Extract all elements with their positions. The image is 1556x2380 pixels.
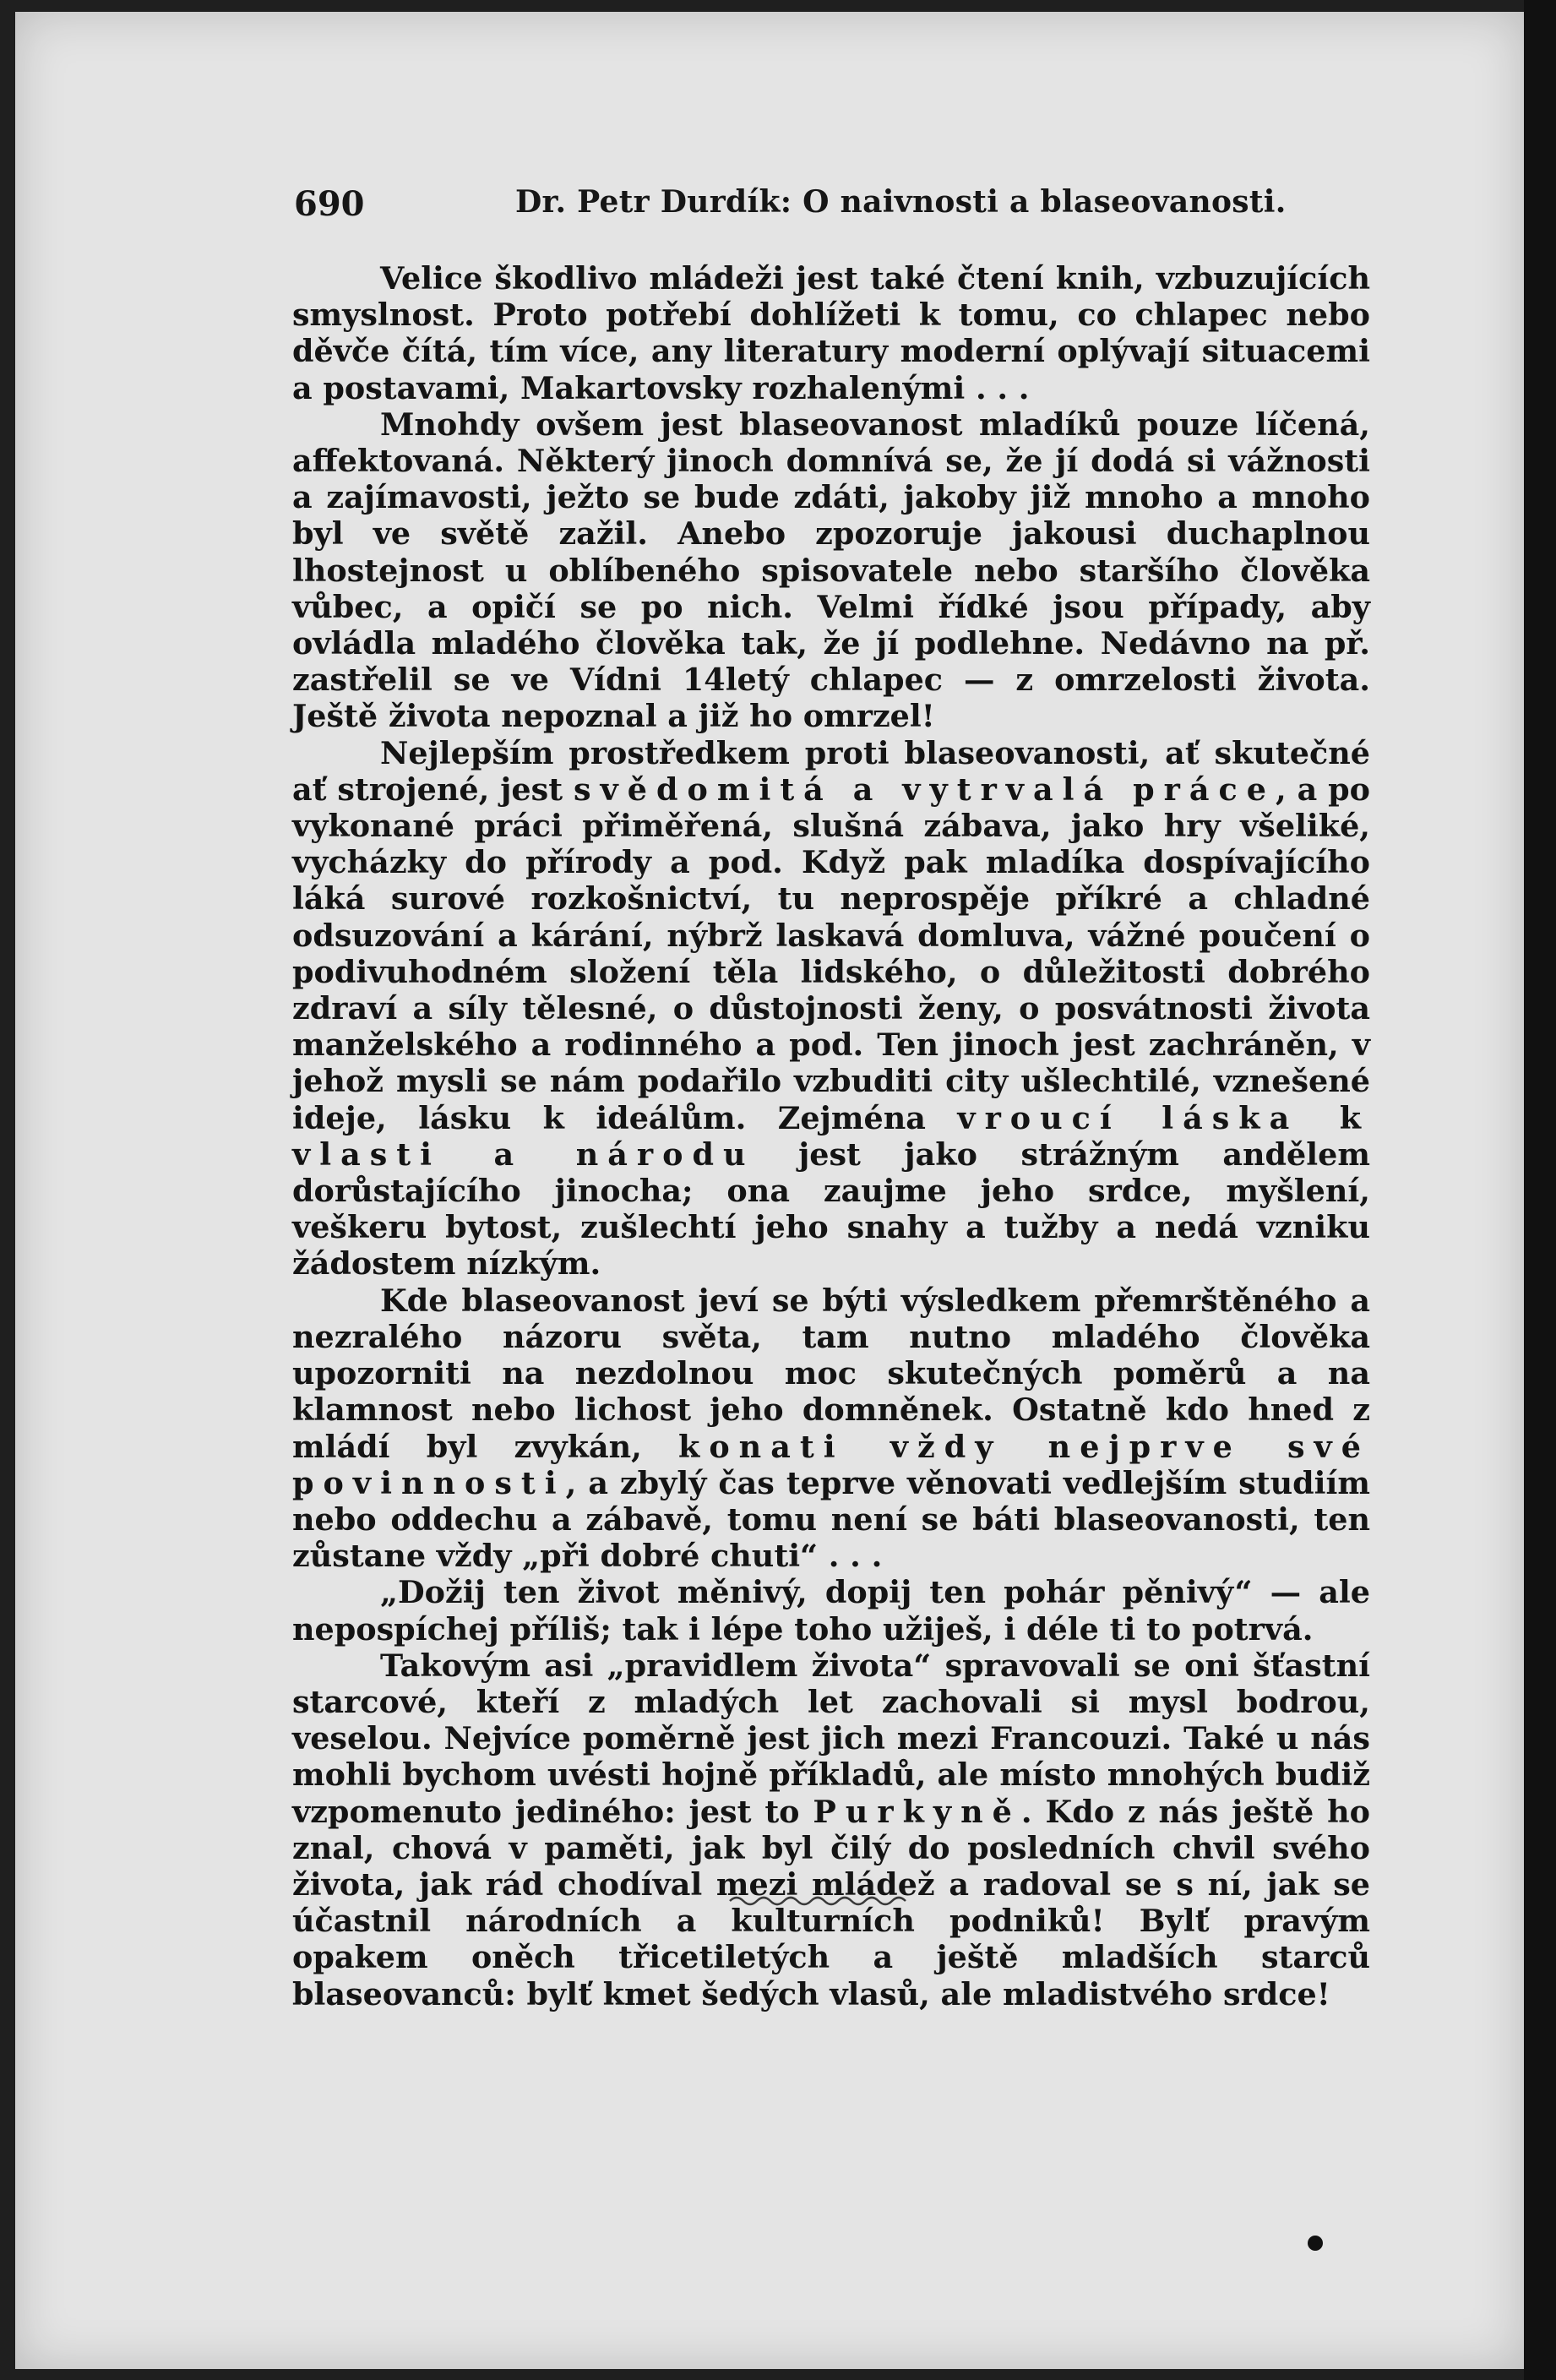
running-title: Dr. Petr Durdík: O naivnosti a blaseovanosti. — [515, 184, 1287, 220]
paragraph-2: Mnohdy ovšem jest blaseovanost mladíků pouze líčená, affektovaná. Některý jinoch domnívá se, že jí dodá si vážnosti a zajímavosti, ježto se bude zdáti, jakoby již mnoho a mnoho byl ve světě zažil. Anebo zpozoruje jakousi duchaplnou lhostejnost u oblíbeného spisovatele nebo staršího člověka vůbec, a opičí se po nich. Velmi řídké jsou případy, aby ovládla mladého člověka tak, že jí podlehne. Nedávno na př. zastřelil se ve Vídni 14letý chlapec — z omrzelosti života. Ještě života nepoznal a již ho omrzel! — [292, 406, 1370, 735]
paragraph-5-quote: „Dožij ten život měnivý, dopij ten pohár pěnivý“ — ale nepospíchej příliš; tak i lépe toho užiješ, i déle ti to potrvá. — [292, 1574, 1370, 1647]
emphasis-purkyne: Purkyně — [813, 1793, 1021, 1830]
paragraph-3-text-a: Nejlepším prostředkem proti blaseovanosti, ať skutečné ať strojené, jest — [292, 734, 1370, 808]
paragraph-4-text-c: , a zbylý čas teprve věnovati vedlejším studiím nebo oddechu a zábavě, tomu není se báti blaseovanosti, ten zůstane vždy „při dobré chuti“ . . . — [292, 1464, 1370, 1575]
page-header — [294, 184, 1368, 226]
emphasis-duties-first: konati vždy nejprve své povinnosti — [292, 1428, 1370, 1501]
paragraph-4-text-a: Kde blaseovanost jeví se býti výsledkem přemrštěného a nezralého názoru světa, tam nutno mladého člověka upozorniti na nezdolnou moc skutečných poměrů a na klamnost nebo lichost jeho domněnek. Ostatně kdo hned z mládí byl zvykán, — [292, 1282, 1370, 1465]
paragraph-3-text-c: , a po vykonané práci přiměřená, slušná zábava, jako hry všeliké, vycházky do přírody a pod. Když pak mladíka dospívajícího láká surové rozkošnictví, tu neprospěje příkré a chladné odsuzování a kárání, nýbrž laskavá domluva, vážné poučení o podivuhodném složení těla lidského, o důležitosti dobrého zdraví a síly tělesné, o důstojnosti ženy, o posvátnosti života manželského a rodinného a pod. Ten jinoch jest zachráněn, v jehož mysli se nám podařilo vzbuditi city ušlechtilé, vznešené ideje, lásku k ideálům. Zejména — [292, 771, 1370, 1136]
article-body — [292, 260, 1370, 2012]
paragraph-3-text-e: jest jako strážným andělem dorůstajícího jinocha; ona zaujme jeho srdce, myšlení, veškeru bytost, zušlechtí jeho snahy a tužby a nedá vzniku žádostem nízkým. — [292, 1136, 1370, 1283]
paragraph-6-text-a: Takovým asi „pravidlem života“ spravovali se oni šťastní starcové, kteří z mladých let zachovali si mysl bodrou, veselou. Nejvíce poměrně jest jich mezi Francouzi. Také u nás mohli bychom uvésti hojně příkladů, ale místo mnohých budiž vzpomenuto jediného: jest to — [292, 1647, 1370, 1830]
emphasis-love-of-homeland: vroucí láska k vlasti a národu — [292, 1099, 1370, 1173]
paragraph-3 — [292, 735, 1370, 1283]
page-number: 690 — [294, 184, 365, 224]
scan-edge-shadow — [1524, 0, 1556, 2380]
emphasis-conscientious-work: svědomitá a vytrvalá práce — [573, 771, 1276, 808]
paragraph-6-text-c: . Kdo z nás ještě ho znal, chová v paměti, jak byl čilý do posledních chvil svého života, jak rád chodíval mezi mládež a radoval se s ní, jak se účastnil národních a kulturních podniků! Bylť pravým opakem oněch třicetiletých a ještě mladších starců blaseovanců: bylť kmet šedých vlasů, ale mladistvého srdce! — [292, 1793, 1370, 2012]
paragraph-6 — [292, 1647, 1370, 2012]
paragraph-1: Velice škodlivo mládeži jest také čtení knih, vzbuzujících smyslnost. Proto potřebí dohlížeti k tomu, co chlapec nebo děvče čítá, tím více, any literatury moderní oplývají situacemi a postavami, Makartovsky rozhalenými . . . — [292, 260, 1370, 406]
end-ornament-flourish — [726, 1889, 912, 1909]
scan-speck — [1308, 2236, 1323, 2251]
paragraph-4 — [292, 1283, 1370, 1575]
